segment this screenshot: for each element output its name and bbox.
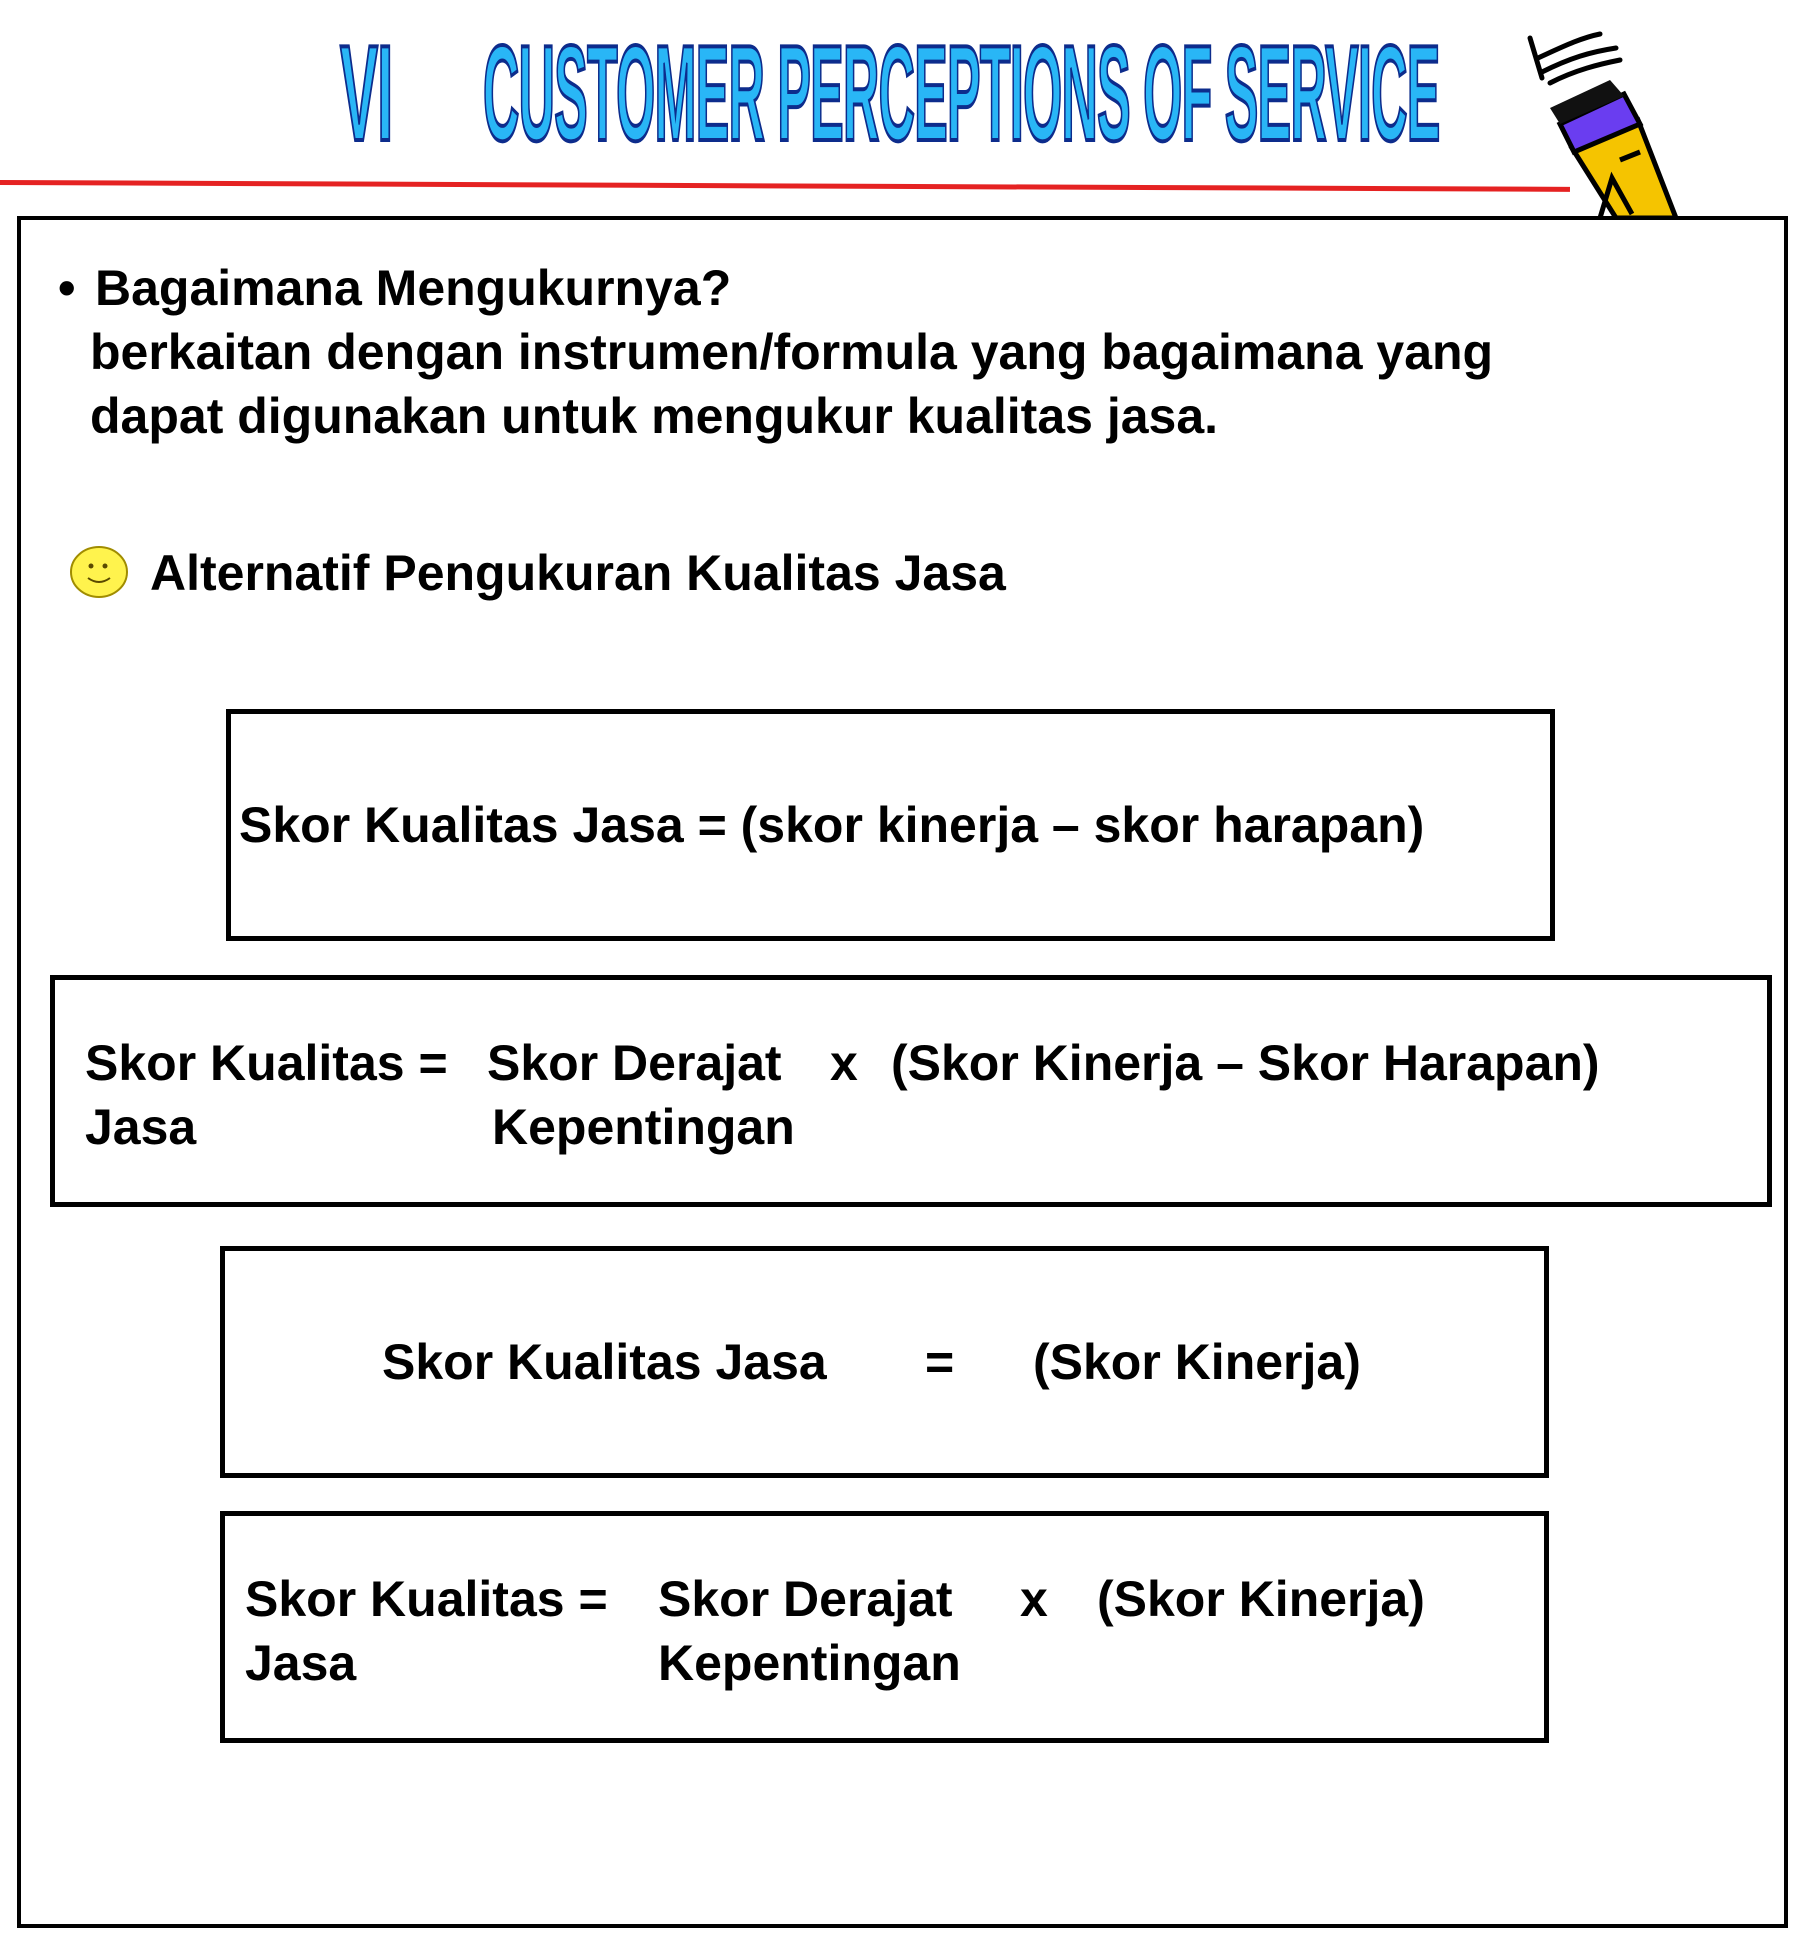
formula-2-weight: Skor Derajat bbox=[487, 1035, 782, 1091]
description-line-2: dapat digunakan untuk mengukur kualitas jasa. bbox=[90, 388, 1219, 444]
bullet-marker: • bbox=[58, 260, 76, 316]
formula-2-lhs: Skor Kualitas = bbox=[85, 1035, 448, 1091]
pencil-icon bbox=[1520, 28, 1710, 218]
title-rule bbox=[0, 180, 1570, 192]
slide-title: CUSTOMER PERCEPTIONS OF SERVICE bbox=[483, 17, 1440, 169]
formula-4-operator: x bbox=[1020, 1571, 1048, 1627]
description-line-1: berkaitan dengan instrumen/formula yang bagaimana yang bbox=[90, 324, 1494, 380]
formula-box-2 bbox=[50, 975, 1772, 1207]
formula-4-weight-cont: Kepentingan bbox=[658, 1635, 961, 1691]
formula-4-rhs: (Skor Kinerja) bbox=[1097, 1571, 1425, 1627]
formula-3-equals: = bbox=[925, 1334, 955, 1390]
formula-4-lhs: Skor Kualitas = bbox=[245, 1571, 608, 1627]
formula-box-3 bbox=[220, 1246, 1549, 1478]
formula-2-operator: x bbox=[830, 1035, 858, 1091]
formula-1-text: Skor Kualitas Jasa = (skor kinerja – skor harapan) bbox=[239, 797, 1425, 853]
alternatives-heading: Alternatif Pengukuran Kualitas Jasa bbox=[150, 545, 1006, 601]
formula-3-rhs: (Skor Kinerja) bbox=[1033, 1334, 1361, 1390]
formula-box-1 bbox=[226, 709, 1555, 941]
formula-box-4 bbox=[220, 1511, 1549, 1743]
formula-2-weight-cont: Kepentingan bbox=[492, 1099, 795, 1155]
formula-4-weight: Skor Derajat bbox=[658, 1571, 953, 1627]
formula-2-lhs-cont: Jasa bbox=[85, 1099, 197, 1155]
formula-4-lhs-cont: Jasa bbox=[245, 1635, 357, 1691]
smiley-icon bbox=[68, 544, 130, 600]
formula-3-lhs: Skor Kualitas Jasa bbox=[382, 1334, 827, 1390]
question-heading: Bagaimana Mengukurnya? bbox=[95, 260, 732, 316]
section-number: VI bbox=[340, 17, 393, 169]
formula-2-rhs: (Skor Kinerja – Skor Harapan) bbox=[891, 1035, 1600, 1091]
